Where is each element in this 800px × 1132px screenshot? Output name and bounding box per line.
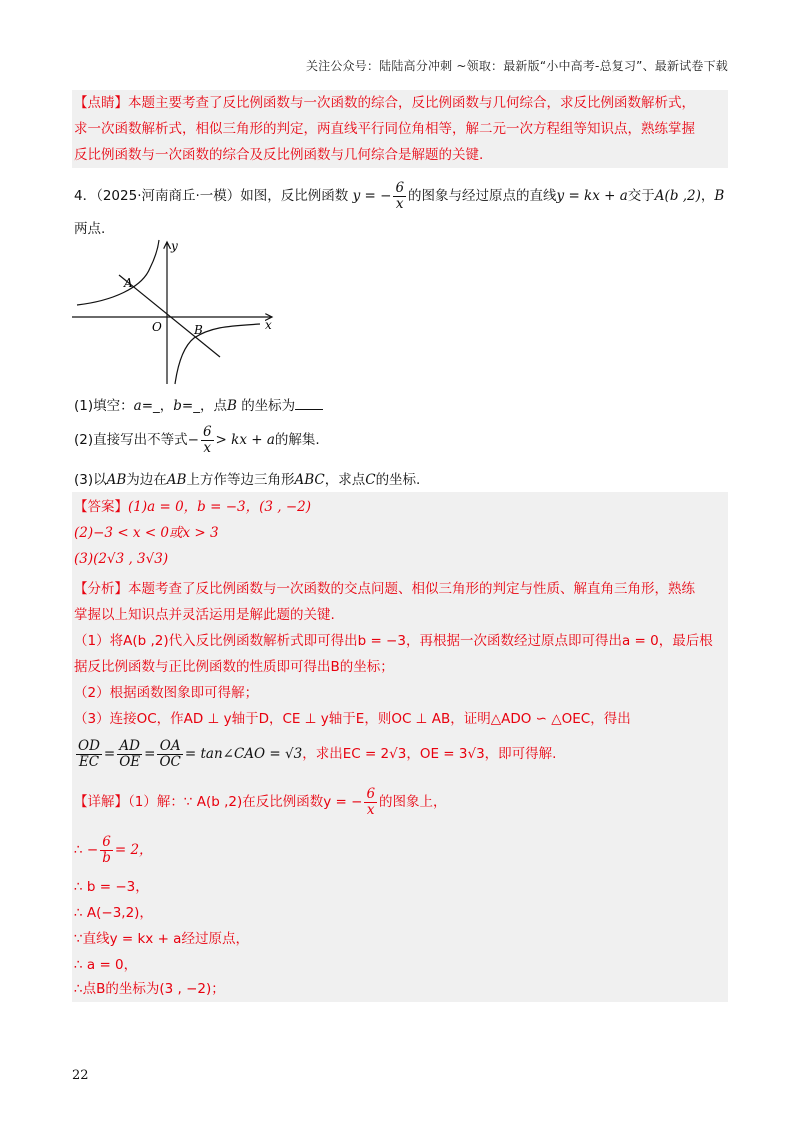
- q3-c: C: [365, 472, 376, 488]
- detail-l2-num: 6: [100, 835, 113, 850]
- answer-tag: 【答案】: [74, 499, 128, 515]
- problem-number: 4．: [74, 188, 97, 204]
- func-fraction: [393, 181, 406, 210]
- detail-l1-pre: （1）解：∵ A(b ,2)在反比例函数y = −: [128, 794, 363, 810]
- q2-fraction: [201, 425, 214, 454]
- label-origin: O: [152, 320, 162, 334]
- detail-line-2: [74, 830, 153, 870]
- q2-rhs: > kx + a: [215, 432, 275, 448]
- page-header: 关注公众号：陆陆高分冲刺 ~领取：最新版“小中高考-总复习”、最新试卷下载: [305, 59, 728, 73]
- ratio-n2: AD: [117, 739, 142, 754]
- question-3: [74, 468, 420, 488]
- question-2: [74, 420, 320, 460]
- detail-line-5: ∵直线y = kx + a经过原点，: [74, 931, 249, 947]
- ratio-n3: OA: [157, 739, 182, 754]
- detail-line-7: ∴点B的坐标为(3 , −2)；: [74, 981, 225, 997]
- q1-a: a: [133, 398, 142, 414]
- problem-line-2: 两点.: [74, 221, 106, 237]
- answer-1: (1)a = 0，b = −3，(3 , −2): [128, 499, 311, 515]
- problem-text-2: 的图象与经过原点的直线: [408, 188, 557, 204]
- analysis-line-4: 据反比例函数与正比例函数的性质即可得出B的坐标；: [74, 659, 394, 675]
- straight-line-ab: [119, 275, 220, 357]
- q3-ab-2: AB: [166, 472, 187, 488]
- detail-line-1: [74, 782, 447, 822]
- ratio-rest: ，求出EC = 2√3，OE = 3√3，即可得解.: [302, 746, 557, 762]
- ratio-tail: = tan∠CAO = √3: [184, 746, 303, 762]
- hyperbola-branch-left: [77, 240, 159, 305]
- q3-ab-1: AB: [106, 472, 127, 488]
- analysis-tag: 【分析】: [74, 581, 128, 597]
- q1-answer-blank: [295, 397, 323, 410]
- question-1: [74, 394, 323, 414]
- ratio-frac-3: [157, 739, 182, 768]
- q2-prefix: (2)直接写出不等式: [74, 432, 188, 448]
- detail-l2-post: = 2，: [114, 842, 153, 858]
- problem-text-4: ，: [700, 188, 715, 204]
- q3-abc: ABC: [294, 472, 325, 488]
- answer-3: (3)(2√3 , 3√3): [74, 551, 169, 567]
- q3-text-3: ，求点: [324, 472, 366, 488]
- detail-l1-den: x: [366, 801, 375, 818]
- solution-block: [72, 492, 728, 1002]
- hyperbola-branch-right: [175, 324, 260, 384]
- label-point-a: A: [124, 276, 133, 290]
- analysis-line-1: 本题考查了反比例函数与一次函数的交点问题、相似三角形的判定与性质、解直角三角形，熟练: [128, 581, 695, 597]
- ratio-line: $\frac{OD}{EC}$ = $\frac{AD}{OE}$ = $\frac{OA}{OC}$ = tan∠CAO = √3，求出EC = 2√3，OE = 3√3，即可得解.: [78, 738, 557, 770]
- q3-prefix: (3)以: [74, 472, 107, 488]
- label-x: x: [265, 318, 272, 332]
- analysis-line-6: （3）连接OC，作AD ⊥ y轴于D，CE ⊥ y轴于E，则OC ⊥ AB，证明△ADO ∽ △OEC，得出: [74, 711, 631, 727]
- label-y: y: [171, 239, 178, 253]
- detail-l1-num: 6: [366, 786, 376, 803]
- dianjing-line-1: 本题主要考查了反比例函数与一次函数的综合，反比例函数与几何综合，求反比例函数解析式，: [128, 95, 695, 111]
- q1-b-blank: =_: [181, 398, 200, 414]
- q2-tail: 的解集.: [274, 432, 320, 448]
- analysis-line-2: 掌握以上知识点并灵活运用是解此题的关键.: [74, 607, 335, 623]
- detail-line-4: ∴ A(−3,2)，: [74, 905, 153, 921]
- func-frac-den: x: [395, 195, 404, 212]
- q2-frac-num: 6: [202, 424, 212, 441]
- analysis-line-3: （1）将A(b ,2)代入反比例函数解析式即可得出b = −3，再根据一次函数经过原点即可得出a = 0，最后根: [74, 633, 713, 649]
- q1-point-b: B: [226, 398, 237, 414]
- problem-text-3: 交于: [627, 188, 655, 204]
- q1-tail: 的坐标为: [241, 398, 296, 414]
- problem-source: （2025·河南商丘·一模）: [96, 188, 241, 204]
- point-b: B: [714, 188, 725, 204]
- detail-l1-post: 的图象上，: [379, 794, 447, 810]
- ratio-frac-2: [117, 739, 142, 768]
- point-a: A(b ,2): [654, 188, 701, 204]
- q3-text-1: 为边在: [126, 472, 167, 488]
- label-point-b: B: [194, 323, 203, 337]
- detail-l2-frac: [100, 835, 113, 864]
- func-lhs: y = −: [352, 188, 392, 204]
- line-equation: y = kx + a: [556, 188, 628, 204]
- q1-sep: ，: [159, 398, 174, 414]
- ratio-d3: OC: [159, 753, 181, 770]
- detail-l1-frac: [364, 787, 377, 816]
- dianjing-tag: 【点睛】: [74, 95, 128, 111]
- analysis-line-5: （2）根据函数图象即可得解；: [74, 685, 259, 701]
- dianjing-line-3: 反比例函数与一次函数的综合及反比例函数与几何综合是解题的关键.: [74, 147, 484, 163]
- q1-b: b: [173, 398, 182, 414]
- q2-minus: −: [187, 432, 199, 448]
- detail-l2-pre: ∴ −: [74, 842, 99, 858]
- detail-line-6: ∴ a = 0，: [74, 957, 138, 973]
- q1-text: ，点: [199, 398, 227, 414]
- q2-frac-den: x: [203, 439, 212, 456]
- detail-tag: 【详解】: [74, 794, 128, 810]
- detail-line-3: ∴ b = −3，: [74, 879, 149, 895]
- problem-line-1: [74, 176, 724, 216]
- q3-text-2: 上方作等边三角形: [186, 472, 295, 488]
- problem-text-1: 如图，反比例函数: [240, 188, 349, 204]
- ratio-frac-1: [76, 739, 102, 768]
- page-number: 22: [72, 1068, 89, 1083]
- q3-text-4: 的坐标.: [375, 472, 421, 488]
- ratio-d2: OE: [119, 753, 141, 770]
- dianjing-line-2: 求一次函数解析式，相似三角形的判定，两直线平行同位角相等，解二元一次方程组等知识点，熟练掌握: [74, 121, 695, 137]
- ratio-n1: OD: [78, 738, 100, 755]
- q1-a-blank: =_: [141, 398, 160, 414]
- ratio-d1: EC: [78, 753, 100, 770]
- dianjing-block: [72, 90, 728, 168]
- q1-prefix: (1)填空：: [74, 398, 134, 414]
- function-graph: [72, 238, 282, 386]
- detail-l2-den: b: [102, 849, 111, 866]
- answer-2: (2)−3 < x < 0或x > 3: [74, 525, 219, 541]
- func-frac-num: 6: [395, 180, 405, 197]
